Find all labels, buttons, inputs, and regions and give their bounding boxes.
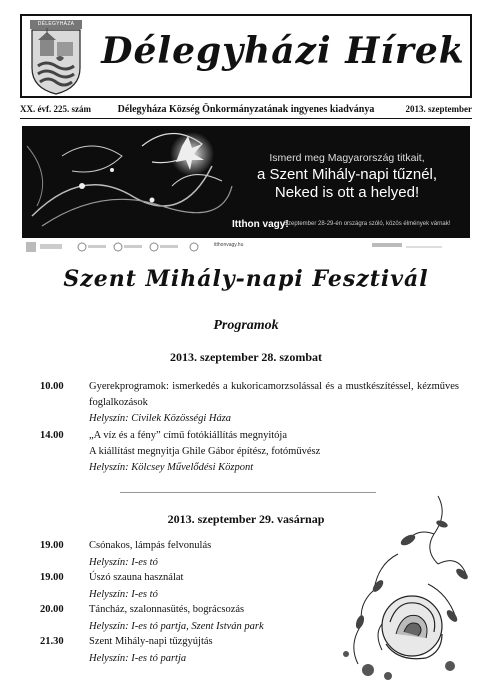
event-venue: Helyszín: I-es tó partja, Szent István park bbox=[89, 621, 264, 632]
event-time: 19.00 bbox=[40, 572, 64, 583]
event-venue: Helyszín: I-es tó bbox=[89, 589, 158, 600]
event-description: foglalkozások bbox=[89, 397, 148, 408]
event-venue: Helyszín: I-es tó partja bbox=[89, 653, 187, 664]
issue-date: 2013. szeptember bbox=[405, 104, 472, 114]
event-description: Táncház, szalonnasütés, bográcsozás bbox=[89, 604, 245, 615]
issue-number: XX. évf. 225. szám bbox=[20, 104, 91, 114]
coat-of-arms-icon bbox=[30, 20, 82, 96]
newsletter-title: Délegyházi Hírek bbox=[101, 30, 465, 72]
masthead-divider bbox=[20, 118, 472, 119]
crest-label: DÉLEGYHÁZA bbox=[30, 20, 82, 29]
promo-banner bbox=[22, 126, 470, 238]
event-description: Úszó szauna használat bbox=[89, 572, 184, 583]
sponsor-logo-strip bbox=[22, 240, 470, 254]
issue-strap bbox=[20, 104, 472, 118]
rose-illustration-icon bbox=[338, 494, 472, 682]
event-time: 19.00 bbox=[40, 540, 64, 551]
day-heading: 2013. szeptember 28. szombat bbox=[169, 350, 323, 364]
event-venue: Helyszín: I-es tó bbox=[89, 557, 158, 568]
festival-title: Szent Mihály-napi Fesztivál bbox=[63, 266, 429, 292]
event-time: 21.30 bbox=[40, 636, 64, 647]
banner-small-print: Szeptember 28-29-én országra szóló, közös élmények várnak! bbox=[284, 221, 451, 227]
section-separator bbox=[120, 492, 376, 493]
event-time: 10.00 bbox=[40, 381, 64, 392]
event-description: A kiállítást megnyitja Ghile Gábor építész, fotóművész bbox=[89, 446, 321, 457]
event-time: 20.00 bbox=[40, 604, 64, 615]
banner-slogan: Itthon vagy! bbox=[232, 219, 289, 230]
event-venue: Helyszín: Kölcsey Művelődési Központ bbox=[89, 462, 254, 473]
masthead bbox=[20, 14, 472, 98]
banner-line-2: a Szent Mihály-napi tűznél, bbox=[256, 166, 438, 183]
banner-line-1: Ismerd meg Magyarország titkait, bbox=[269, 152, 425, 164]
event-description: „A víz és a fény” című fotókiállítás megnyitója bbox=[89, 430, 287, 441]
publisher-line: Délegyháza Község Önkormányzatának ingyenes kiadványa bbox=[117, 104, 375, 115]
programs-heading: Programok bbox=[213, 318, 279, 333]
event-venue: Helyszín: Civilek Közösségi Háza bbox=[89, 413, 232, 424]
event-description: Gyerekprogramok: ismerkedés a kukoricamorzsolással és a mustkészítéssel, kézműves bbox=[89, 381, 459, 392]
day-heading: 2013. szeptember 29. vasárnap bbox=[167, 512, 325, 526]
banner-line-3: Neked is ott a helyed! bbox=[274, 184, 420, 201]
sponsor-url: itthonvagy.hu bbox=[214, 242, 244, 248]
event-description: Csónakos, lámpás felvonulás bbox=[89, 540, 212, 551]
event-time: 14.00 bbox=[40, 430, 64, 441]
event-description: Szent Mihály-napi tűzgyújtás bbox=[89, 636, 213, 647]
